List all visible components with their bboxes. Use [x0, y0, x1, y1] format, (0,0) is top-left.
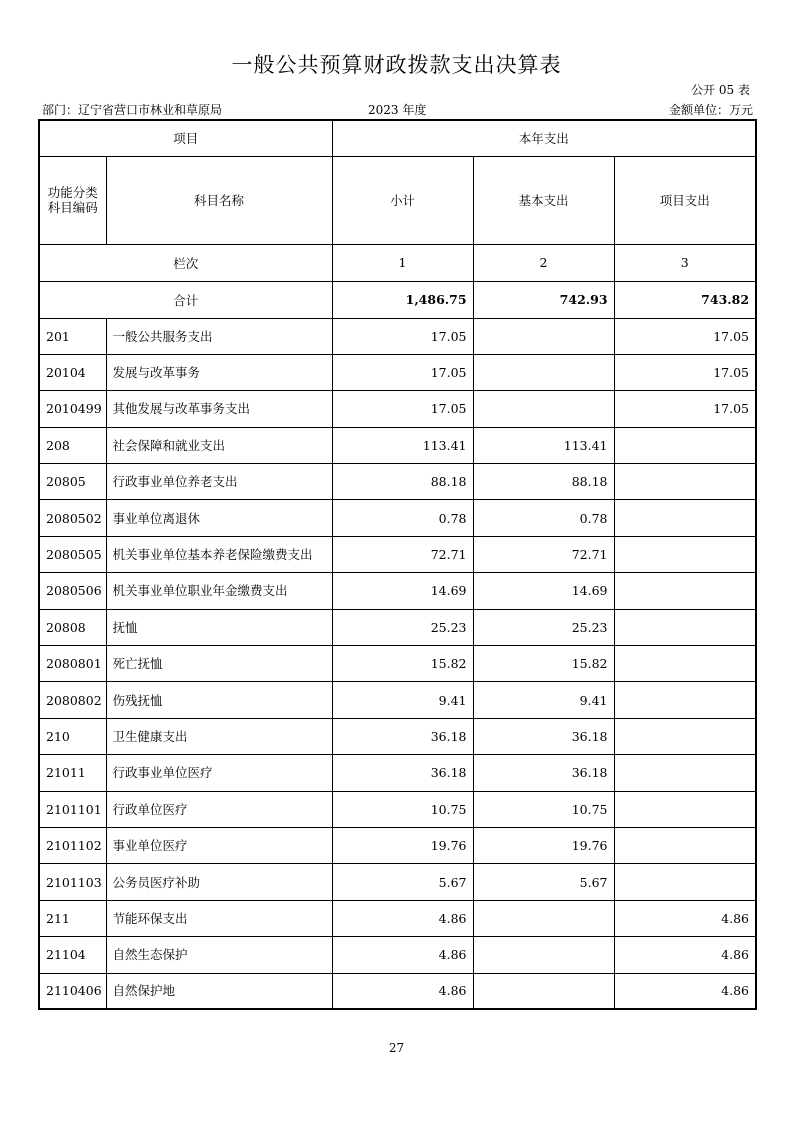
row-basic: 88.18 [473, 464, 614, 500]
row-project [614, 536, 756, 572]
row-basic: 113.41 [473, 427, 614, 463]
meta-line [40, 101, 753, 117]
row-subtotal: 17.05 [332, 391, 473, 427]
table-row [39, 827, 756, 863]
table-row [39, 391, 756, 427]
header-col1: 1 [332, 244, 473, 281]
header-col3: 3 [614, 244, 756, 281]
row-subtotal: 9.41 [332, 682, 473, 718]
row-subtotal: 15.82 [332, 646, 473, 682]
table-row [39, 500, 756, 536]
row-project [614, 500, 756, 536]
row-project [614, 646, 756, 682]
row-name: 事业单位医疗 [106, 827, 332, 863]
header-column-no: 栏次 [39, 244, 332, 281]
row-project: 17.05 [614, 318, 756, 354]
row-project [614, 609, 756, 645]
header-project: 项目支出 [614, 156, 756, 244]
row-code: 2080505 [39, 536, 106, 572]
table-row [39, 646, 756, 682]
table-row [39, 427, 756, 463]
row-basic: 36.18 [473, 755, 614, 791]
row-basic: 10.75 [473, 791, 614, 827]
row-name: 行政单位医疗 [106, 791, 332, 827]
row-basic [473, 973, 614, 1009]
row-name: 卫生健康支出 [106, 718, 332, 754]
row-project: 4.86 [614, 973, 756, 1009]
row-name: 机关事业单位基本养老保险缴费支出 [106, 536, 332, 572]
fiscal-year: 2023 年度 [368, 103, 427, 117]
row-subtotal: 25.23 [332, 609, 473, 645]
row-basic: 5.67 [473, 864, 614, 900]
table-body [39, 318, 756, 1009]
row-name: 机关事业单位职业年金缴费支出 [106, 573, 332, 609]
header-subtotal: 小计 [332, 156, 473, 244]
row-basic [473, 354, 614, 390]
table-row [39, 973, 756, 1009]
row-basic [473, 900, 614, 936]
row-subtotal: 10.75 [332, 791, 473, 827]
total-subtotal: 1,486.75 [332, 281, 473, 318]
expenditure-table [38, 119, 757, 1010]
row-basic [473, 937, 614, 973]
total-label: 合计 [39, 281, 332, 318]
department: 部门：辽宁省营口市林业和草原局 [42, 103, 223, 117]
row-code: 21104 [39, 937, 106, 973]
row-subtotal: 113.41 [332, 427, 473, 463]
row-code: 201 [39, 318, 106, 354]
row-name: 行政事业单位医疗 [106, 755, 332, 791]
row-basic: 72.71 [473, 536, 614, 572]
row-code: 2010499 [39, 391, 106, 427]
row-basic: 36.18 [473, 718, 614, 754]
table-row [39, 354, 756, 390]
row-name: 社会保障和就业支出 [106, 427, 332, 463]
table-row [39, 755, 756, 791]
row-code: 2101103 [39, 864, 106, 900]
header-basic: 基本支出 [473, 156, 614, 244]
row-name: 其他发展与改革事务支出 [106, 391, 332, 427]
row-name: 自然生态保护 [106, 937, 332, 973]
header-func-code: 功能分类科目编码 [39, 156, 106, 244]
row-project [614, 718, 756, 754]
row-subtotal: 14.69 [332, 573, 473, 609]
row-code: 2080506 [39, 573, 106, 609]
row-basic [473, 318, 614, 354]
row-subtotal: 4.86 [332, 937, 473, 973]
table-row [39, 464, 756, 500]
row-code: 2110406 [39, 973, 106, 1009]
row-code: 2101101 [39, 791, 106, 827]
row-subtotal: 36.18 [332, 755, 473, 791]
row-project: 4.86 [614, 900, 756, 936]
row-project: 17.05 [614, 354, 756, 390]
row-project: 4.86 [614, 937, 756, 973]
row-code: 2101102 [39, 827, 106, 863]
row-subtotal: 5.67 [332, 864, 473, 900]
row-name: 公务员医疗补助 [106, 864, 332, 900]
row-subtotal: 19.76 [332, 827, 473, 863]
row-code: 2080802 [39, 682, 106, 718]
row-project [614, 864, 756, 900]
amount-unit: 金额单位：万元 [668, 103, 753, 117]
table-row [39, 937, 756, 973]
row-basic [473, 391, 614, 427]
total-project: 743.82 [614, 281, 756, 318]
row-name: 事业单位离退休 [106, 500, 332, 536]
table-row [39, 536, 756, 572]
row-subtotal: 17.05 [332, 318, 473, 354]
row-name: 一般公共服务支出 [106, 318, 332, 354]
row-subtotal: 72.71 [332, 536, 473, 572]
row-project [614, 427, 756, 463]
row-code: 20805 [39, 464, 106, 500]
row-basic: 19.76 [473, 827, 614, 863]
table-row [39, 864, 756, 900]
row-code: 20808 [39, 609, 106, 645]
table-row [39, 573, 756, 609]
row-basic: 9.41 [473, 682, 614, 718]
table-row [39, 318, 756, 354]
table-row [39, 718, 756, 754]
row-code: 2080502 [39, 500, 106, 536]
table-row [39, 682, 756, 718]
row-code: 210 [39, 718, 106, 754]
row-code: 211 [39, 900, 106, 936]
total-basic: 742.93 [473, 281, 614, 318]
row-project [614, 464, 756, 500]
form-number: 公开 05 表 [691, 83, 750, 97]
page-title: 一般公共预算财政拨款支出决算表 [231, 53, 562, 77]
table-row [39, 900, 756, 936]
row-project [614, 827, 756, 863]
row-name: 抚恤 [106, 609, 332, 645]
row-project [614, 791, 756, 827]
row-code: 208 [39, 427, 106, 463]
row-basic: 14.69 [473, 573, 614, 609]
row-name: 死亡抚恤 [106, 646, 332, 682]
row-basic: 15.82 [473, 646, 614, 682]
row-subtotal: 4.86 [332, 973, 473, 1009]
table-row [39, 609, 756, 645]
row-name: 发展与改革事务 [106, 354, 332, 390]
row-subtotal: 0.78 [332, 500, 473, 536]
row-subtotal: 88.18 [332, 464, 473, 500]
row-project: 17.05 [614, 391, 756, 427]
row-project [614, 573, 756, 609]
row-code: 20104 [39, 354, 106, 390]
header-col2: 2 [473, 244, 614, 281]
row-name: 行政事业单位养老支出 [106, 464, 332, 500]
header-current-year-expense: 本年支出 [332, 120, 756, 156]
row-code: 21011 [39, 755, 106, 791]
row-subtotal: 4.86 [332, 900, 473, 936]
header-subject-name: 科目名称 [106, 156, 332, 244]
table-row [39, 791, 756, 827]
row-project [614, 682, 756, 718]
row-name: 自然保护地 [106, 973, 332, 1009]
row-project [614, 755, 756, 791]
row-subtotal: 17.05 [332, 354, 473, 390]
row-basic: 0.78 [473, 500, 614, 536]
header-item: 项目 [39, 120, 332, 156]
row-name: 伤残抚恤 [106, 682, 332, 718]
page-number: 27 [388, 1041, 405, 1055]
row-subtotal: 36.18 [332, 718, 473, 754]
row-basic: 25.23 [473, 609, 614, 645]
row-name: 节能环保支出 [106, 900, 332, 936]
row-code: 2080801 [39, 646, 106, 682]
